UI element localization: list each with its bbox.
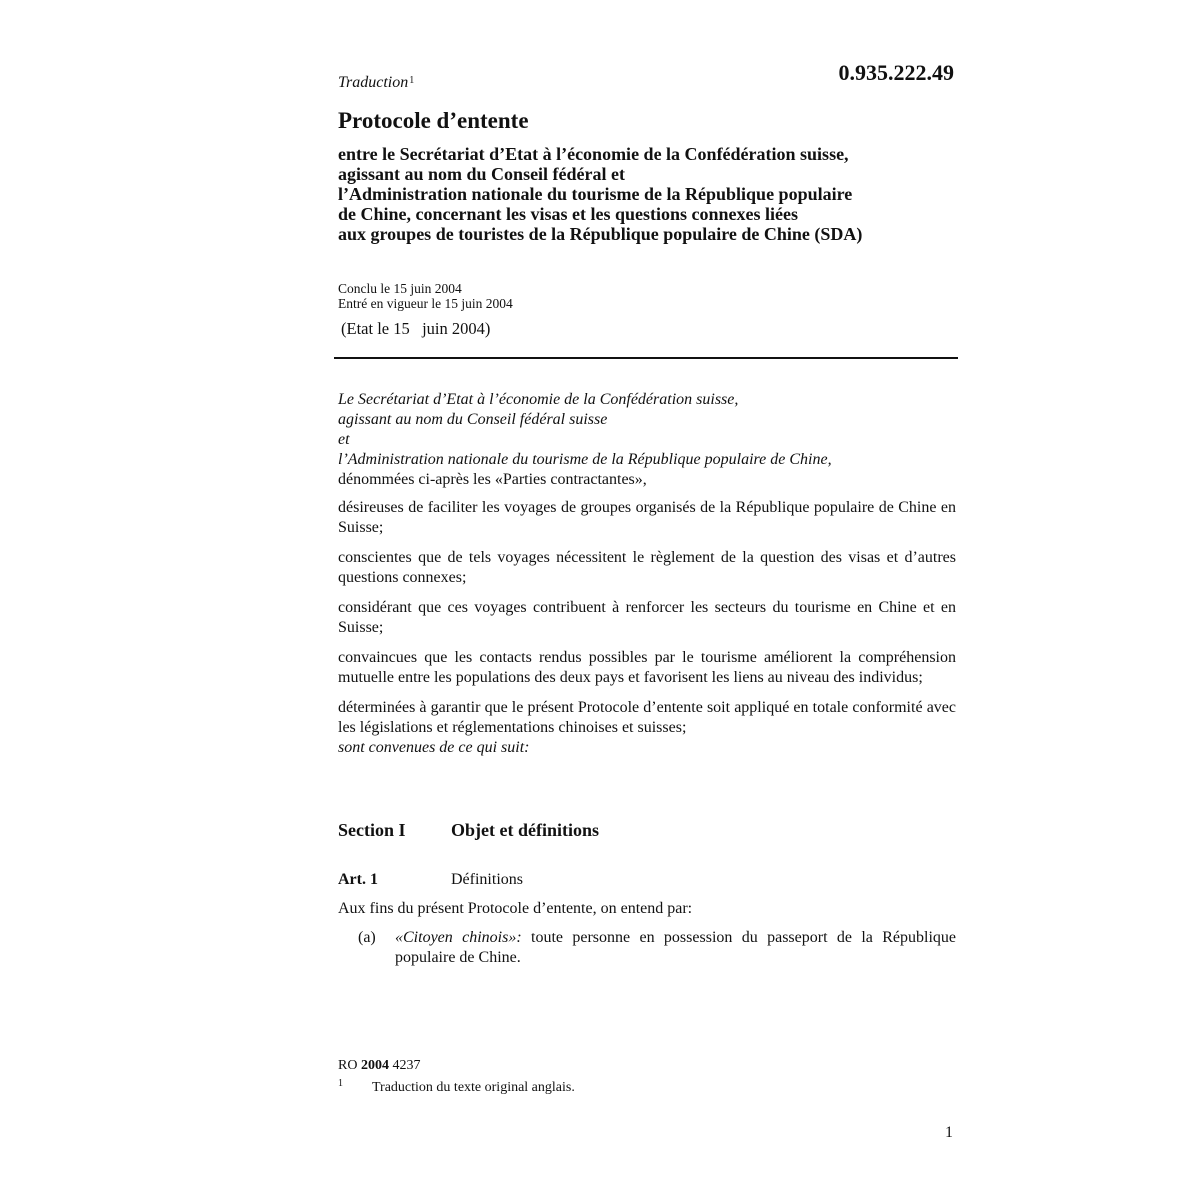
- subtitle-line: de Chine, concernant les visas et les questions connexes liées: [338, 204, 798, 224]
- header-divider: [334, 357, 958, 359]
- official-compilation-reference: [338, 1058, 420, 1074]
- ro-page: 4237: [388, 1058, 421, 1073]
- footnote-mark: 1: [338, 1078, 343, 1089]
- footnote: [338, 1080, 575, 1096]
- ro-prefix: RO: [338, 1058, 361, 1073]
- defined-term: «Citoyen chinois»:: [395, 929, 522, 946]
- consideration-paragraph: considérant que ces voyages contribuent à renforcer les secteurs du tourisme en Chine et en Suisse;: [338, 599, 956, 636]
- preamble: [338, 390, 956, 758]
- concluded-date: Conclu le 15 juin 2004: [338, 281, 462, 296]
- article-heading: [338, 871, 523, 889]
- article-number: Art. 1: [338, 871, 378, 888]
- subtitle-line: aux groupes de touristes de la République populaire de Chine (SDA): [338, 224, 863, 244]
- document-title: Protocole d’entente: [338, 108, 529, 133]
- consideration-paragraph: convaincues que les contacts rendus possibles par le tourisme améliorent la compréhension mutuelle entre les populations des deux pays et favorisent les liens au niveau des individus;: [338, 649, 956, 686]
- party-line: l’Administration nationale du tourisme de la République populaire de Chine,: [338, 451, 832, 468]
- in-force-date: Entré en vigueur le 15 juin 2004: [338, 296, 513, 311]
- consideration-paragraph: conscientes que de tels voyages nécessitent le règlement de la question des visas et d’autres questions connexes;: [338, 549, 956, 586]
- subtitle-line: agissant au nom du Conseil fédéral et: [338, 164, 626, 184]
- party-line: agissant au nom du Conseil fédéral suisse: [338, 411, 608, 428]
- preamble-closing: sont convenues de ce qui suit:: [338, 739, 530, 756]
- definition-text: toute personne en possession du passeport de la République populaire de Chine.: [395, 929, 956, 966]
- parties-designation: dénommées ci-après les «Parties contractantes»,: [338, 471, 647, 488]
- document-number: 0.935.222.49: [838, 60, 954, 85]
- consideration-paragraph: désireuses de faciliter les voyages de groupes organisés de la République populaire de Chine en Suisse;: [338, 499, 956, 536]
- document-subtitle: [338, 144, 978, 244]
- item-body: [395, 928, 956, 968]
- footnote-reference[interactable]: 1: [409, 75, 415, 86]
- subtitle-line: entre le Secrétariat d’Etat à l’économie de la Confédération suisse,: [338, 144, 849, 164]
- consideration-paragraph: déterminées à garantir que le présent Protocole d’entente soit appliqué en totale conformité avec les législations et réglementations chinoises et suisses;: [338, 699, 956, 736]
- section-heading: [338, 820, 599, 841]
- status-date: (Etat le 15 juin 2004): [341, 319, 491, 338]
- ro-year: 2004: [360, 1058, 389, 1073]
- article-title: Définitions: [451, 871, 523, 888]
- subtitle-line: l’Administration nationale du tourisme de la République populaire: [338, 184, 853, 204]
- label-text: Traduction: [338, 74, 409, 91]
- document-label: [338, 74, 414, 92]
- item-marker: (a): [358, 929, 376, 946]
- dates-block: [338, 281, 513, 311]
- page-number: 1: [945, 1124, 953, 1141]
- section-title: Objet et définitions: [451, 820, 599, 840]
- definition-item: [358, 928, 956, 968]
- footnote-text: Traduction du texte original anglais.: [372, 1080, 575, 1095]
- section-number: Section I: [338, 820, 406, 840]
- party-line: et: [338, 431, 350, 448]
- article-intro: Aux fins du présent Protocole d’entente, on entend par:: [338, 900, 693, 917]
- party-line: Le Secrétariat d’Etat à l’économie de la Confédération suisse,: [338, 391, 739, 408]
